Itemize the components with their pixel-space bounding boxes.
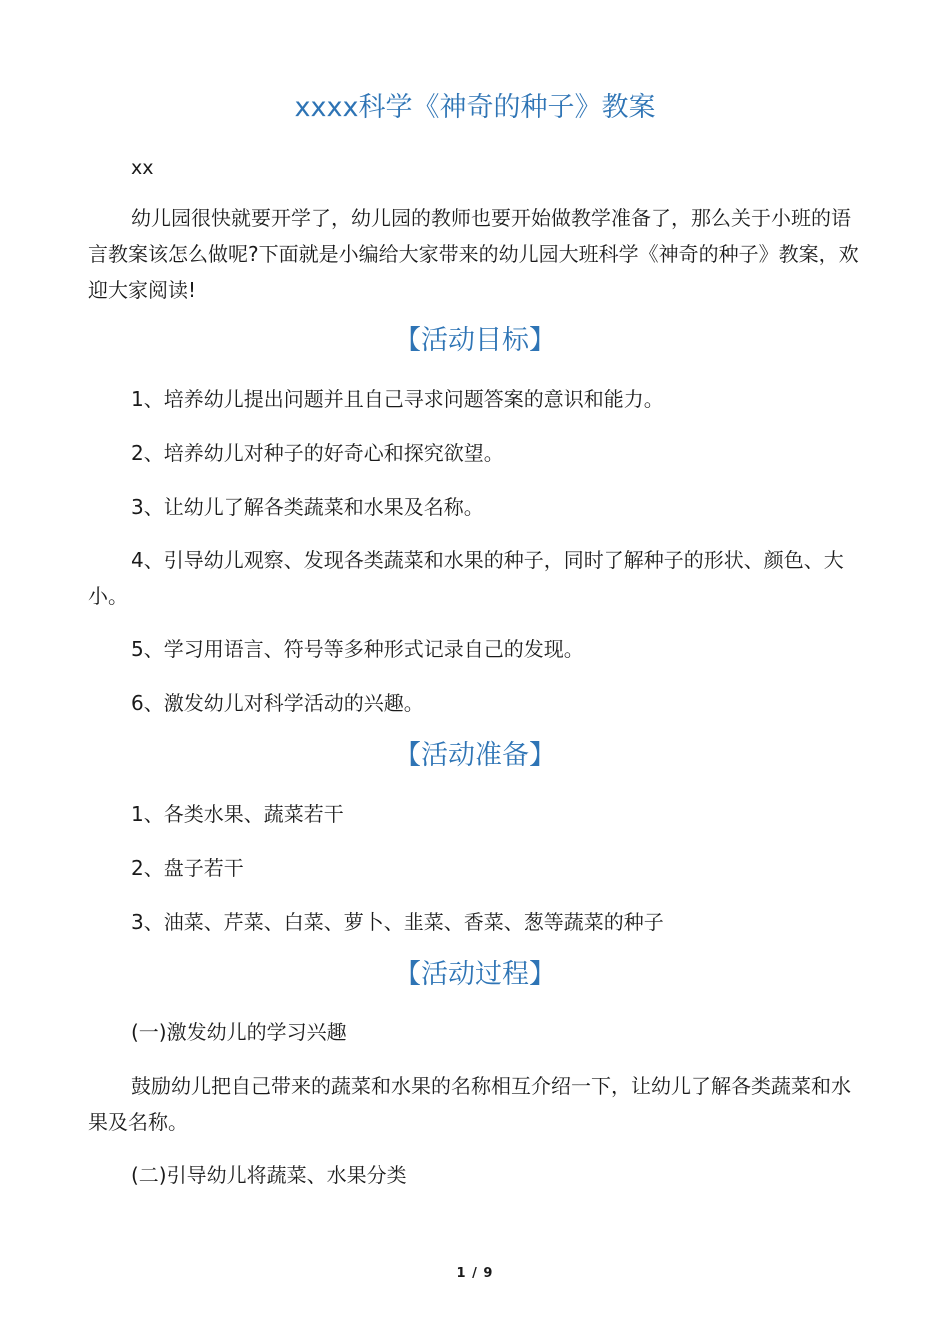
preparation-item-1: 1、各类水果、蔬菜若干	[131, 802, 344, 826]
goal-item-5: 5、学习用语言、符号等多种形式记录自己的发现。	[131, 637, 584, 661]
goal-item-2: 2、培养幼儿对种子的好奇心和探究欲望。	[131, 441, 504, 465]
intro-paragraph	[88, 200, 863, 308]
goal-item-4: 4、引导幼儿观察、发现各类蔬菜和水果的种子，同时了解种子的形状、颜色、大小。	[88, 548, 844, 608]
process-step-2-heading: (二)引导幼儿将蔬菜、水果分类	[131, 1163, 407, 1187]
goal-item-6: 6、激发幼儿对科学活动的兴趣。	[131, 691, 424, 715]
page-indicator: 1 / 9	[456, 1266, 494, 1281]
preparation-item-3: 3、油菜、芹菜、白菜、萝卜、韭菜、香菜、葱等蔬菜的种子	[131, 910, 664, 934]
goal-item-3: 3、让幼儿了解各类蔬菜和水果及名称。	[131, 495, 484, 519]
process-step-1-heading: (一)激发幼儿的学习兴趣	[131, 1020, 347, 1044]
section-title-process: 【活动过程】	[394, 959, 556, 990]
document-author: xx	[131, 157, 154, 179]
section-title-preparation: 【活动准备】	[394, 740, 556, 771]
goal-item-1: 1、培养幼儿提出问题并且自己寻求问题答案的意识和能力。	[131, 387, 664, 411]
process-step-1-description: 鼓励幼儿把自己带来的蔬菜和水果的名称相互介绍一下，让幼儿了解各类蔬菜和水果及名称。	[88, 1074, 851, 1134]
document-title: xxxx科学《神奇的种子》教案	[294, 92, 656, 123]
intro-text: 幼儿园很快就要开学了，幼儿园的教师也要开始做教学准备了，那么关于小班的语言教案该怎么做呢?下面就是小编给大家带来的幼儿园大班科学《神奇的种子》教案，欢迎大家阅读!	[88, 206, 859, 302]
section-title-goals: 【活动目标】	[394, 325, 556, 356]
preparation-item-2: 2、盘子若干	[131, 856, 244, 880]
